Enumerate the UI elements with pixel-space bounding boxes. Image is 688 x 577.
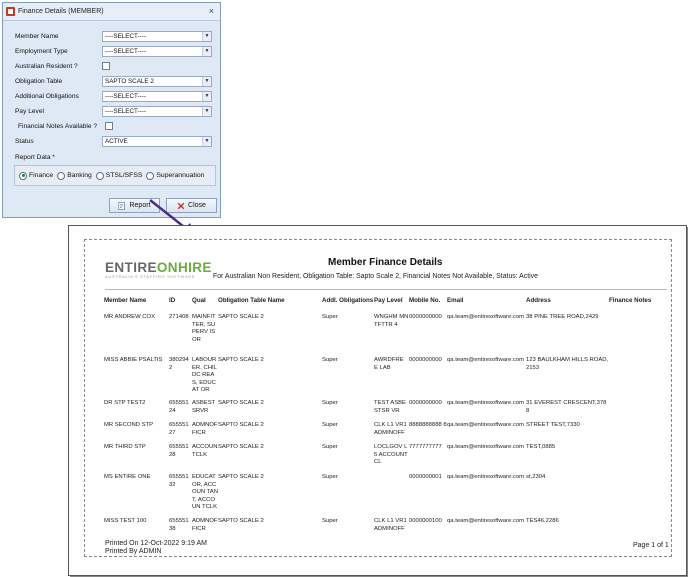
member-name-select[interactable] xyxy=(102,31,212,42)
additional-obligations-label: Additional Obligations xyxy=(15,93,79,100)
member-name-value: ----SELECT---- xyxy=(105,33,146,40)
logo-part2: ONHIRE xyxy=(156,260,212,275)
cell-obligation: SAPTO SCALE 2 xyxy=(218,474,264,480)
cell-address: 123 BAULKHAM HILLS ROAD,2153 xyxy=(526,357,609,371)
cell-notes xyxy=(609,313,662,356)
employment-type-select[interactable] xyxy=(102,46,212,57)
cell-address: st,2304 xyxy=(526,474,546,480)
col-qual: Qual xyxy=(192,297,206,304)
col-obligation-table-name: Obligation Table Name xyxy=(218,297,285,304)
cell-name: MISS ABBIE PSALTIS xyxy=(104,357,163,363)
chevron-down-icon[interactable]: ▼ xyxy=(202,77,211,86)
financial-notes-checkbox[interactable] xyxy=(105,122,113,130)
radio-finance-dot[interactable] xyxy=(19,172,27,180)
cell-email: qa.team@entiresoftware.com xyxy=(447,422,525,428)
obligation-table-value: SAPTO SCALE 2 xyxy=(105,78,154,85)
cell-pay-level: CLK L1 VR1 ADMINOFF xyxy=(374,422,407,436)
table-row xyxy=(104,399,662,421)
cell-name: MR ANDREW COX xyxy=(104,314,156,320)
cell-qual: ADMNOF FICR xyxy=(192,422,218,436)
cell-obligation: SAPTO SCALE 2 xyxy=(218,444,264,450)
cell-id: 380294 2 xyxy=(169,357,189,371)
cell-addl: Super xyxy=(322,314,338,320)
cell-qual: ASBEST SRVR xyxy=(192,400,216,414)
financial-notes-label: Financial Notes Available ? xyxy=(18,123,98,130)
cell-mobile: 0000000001 xyxy=(409,474,442,480)
col-member-name: Member Name xyxy=(104,297,147,304)
cell-mobile: 0000000000 xyxy=(409,400,442,406)
cell-pay-level: WNGHM MNTFTTR 4 xyxy=(374,314,409,328)
table-row xyxy=(104,473,662,517)
cell-address: STREET TEST,7330 xyxy=(526,422,580,428)
logo-wordmark xyxy=(105,260,212,275)
col-finance-notes: Finance Notes xyxy=(609,297,652,304)
cell-addl: Super xyxy=(322,357,338,363)
cell-id: 655551 27 xyxy=(169,422,189,436)
radio-stsl-sfss-dot[interactable] xyxy=(96,172,104,180)
cell-pay-level: TEST ASBESTSR VR xyxy=(374,400,406,414)
member-name-label: Member Name xyxy=(15,33,59,40)
employment-type-value: ----SELECT---- xyxy=(105,48,146,55)
cell-address: 38 PINE TREE ROAD,2429 xyxy=(526,314,599,320)
cell-notes xyxy=(609,517,662,543)
cell-name: MR THIRD STP xyxy=(104,444,146,450)
cell-address: TEST,0885 xyxy=(526,444,556,450)
additional-obligations-value: ----SELECT---- xyxy=(105,93,146,100)
cell-qual: EDUCAT OR, ACCOUN TANT, ACCOUN TCLK xyxy=(192,474,218,510)
status-value: ACTIVE xyxy=(105,138,128,145)
printed-by: Printed By ADMIN xyxy=(105,548,162,556)
report-subtitle: For Australian Non Resident, Obligation Table: Sapto Scale 2, Financial Notes Not Available, Status: Active xyxy=(213,273,538,280)
cell-email: qa.team@entiresoftware.com xyxy=(447,400,525,406)
radio-superannuation-label: Superannuation xyxy=(156,172,205,179)
cell-id: 655551 28 xyxy=(169,444,189,458)
col-id: ID xyxy=(169,297,176,304)
cell-mobile: 0000000000 xyxy=(409,357,442,363)
australian-resident-row xyxy=(3,61,222,73)
col-email: Email xyxy=(447,297,464,304)
cell-qual: LABOUR ER, CHILDC REAS, EDUCAT OR xyxy=(192,357,217,393)
cell-address: TES46,2286 xyxy=(526,518,559,524)
cell-addl: Super xyxy=(322,474,338,480)
cell-obligation: SAPTO SCALE 2 xyxy=(218,400,264,406)
status-label: Status xyxy=(15,138,34,145)
radio-finance-label: Finance xyxy=(29,172,54,179)
radio-banking-dot[interactable] xyxy=(57,172,65,180)
cell-notes xyxy=(609,443,662,473)
logo-part1: ENTIRE xyxy=(105,260,157,275)
pay-level-row xyxy=(3,106,222,118)
app-icon xyxy=(6,7,15,16)
cell-id: 655551 24 xyxy=(169,400,189,414)
pay-level-label: Pay Level xyxy=(15,108,44,115)
cell-notes xyxy=(609,473,662,517)
report-title: Member Finance Details xyxy=(328,257,443,268)
radio-stsl-sfss[interactable] xyxy=(96,172,143,180)
col-mobile-no: Mobile No. xyxy=(409,297,441,304)
cell-notes xyxy=(609,399,662,421)
table-row xyxy=(104,313,662,356)
chevron-down-icon[interactable]: ▼ xyxy=(202,137,211,146)
cell-name: DR STP TEST2 xyxy=(104,400,146,406)
chevron-down-icon[interactable]: ▼ xyxy=(202,107,211,116)
chevron-down-icon[interactable]: ▼ xyxy=(202,47,211,56)
cell-pay-level: AWRDFRE E LAB xyxy=(374,357,404,371)
logo-tagline: AUSTRALIA'S STAFFING SOFTWARE xyxy=(105,274,196,279)
chevron-down-icon[interactable]: ▼ xyxy=(202,32,211,41)
entireonhire-logo xyxy=(105,260,212,284)
status-row xyxy=(3,136,222,148)
cell-qual: ACCOUN TCLK xyxy=(192,444,218,458)
member-finance-table xyxy=(104,296,662,543)
chevron-down-icon[interactable]: ▼ xyxy=(202,92,211,101)
table-row xyxy=(104,421,662,443)
cell-mobile: 0000000100 xyxy=(409,518,442,524)
cell-email: qa.team@entiresoftware.com xyxy=(447,314,525,320)
pay-level-select[interactable] xyxy=(102,106,212,117)
cell-pay-level: CLK L1 VR1 ADMINOFF xyxy=(374,518,407,532)
cell-name: MISS TEST 100 xyxy=(104,518,147,524)
col-address: Address xyxy=(526,297,551,304)
cell-pay-level xyxy=(374,473,409,517)
radio-stsl-sfss-label: STSL/SFSS xyxy=(105,172,143,179)
australian-resident-checkbox[interactable] xyxy=(102,62,110,70)
header-divider xyxy=(105,289,667,290)
financial-notes-row xyxy=(3,121,222,133)
cell-name: MR SECOND STP xyxy=(104,422,154,428)
australian-resident-label: Australian Resident ? xyxy=(15,63,78,70)
cell-addl: Super xyxy=(322,444,338,450)
report-icon xyxy=(118,202,126,210)
cell-addl: Super xyxy=(322,422,338,428)
cell-name: MS ENTIRE ONE xyxy=(104,474,151,480)
obligation-table-label: Obligation Table xyxy=(15,78,63,85)
cell-email: qa.team@entiresoftware.com xyxy=(447,444,525,450)
dialog-titlebar xyxy=(3,3,220,21)
employment-type-label: Employment Type xyxy=(15,48,68,55)
col-pay-level: Pay Level xyxy=(374,297,403,304)
cell-qual: MAINFIT TER, SUPERV ISOR xyxy=(192,314,216,343)
employment-type-row xyxy=(3,46,222,58)
obligation-table-select[interactable] xyxy=(102,76,212,87)
printed-on: Printed On 12-Oct-2022 9:19 AM xyxy=(105,540,207,547)
cell-id: 271408 xyxy=(169,314,189,320)
pay-level-value: ----SELECT---- xyxy=(105,108,146,115)
cell-addl: Super xyxy=(322,400,338,406)
radio-superannuation[interactable] xyxy=(146,172,204,180)
cell-notes xyxy=(609,356,662,399)
close-button-label: Close xyxy=(188,202,206,209)
cell-qual: ADMNOF FICR xyxy=(192,518,218,532)
cell-id: 655551 32 xyxy=(169,474,189,488)
status-select[interactable] xyxy=(102,136,212,147)
obligation-table-row xyxy=(3,76,222,88)
table-body xyxy=(104,313,662,543)
additional-obligations-row xyxy=(3,91,222,103)
col-addl-obligations: Addl. Obligations xyxy=(322,297,374,304)
additional-obligations-select[interactable] xyxy=(102,91,212,102)
member-name-row xyxy=(3,31,222,43)
report-page-border xyxy=(84,239,672,557)
report-preview-page xyxy=(68,225,687,576)
cell-obligation: SAPTO SCALE 2 xyxy=(218,357,264,363)
radio-banking-label: Banking xyxy=(67,172,92,179)
cell-address: 31 EVEREST CRESCENT,3788 xyxy=(526,400,607,414)
cell-email: qa.team@entiresoftware.com xyxy=(447,474,525,480)
cell-email: qa.team@entiresoftware.com xyxy=(447,357,525,363)
printed-info xyxy=(105,540,207,557)
close-icon[interactable]: × xyxy=(208,6,214,16)
page-number: Page 1 of 1 xyxy=(633,542,669,549)
cell-notes xyxy=(609,421,662,443)
report-data-label: Report Data * xyxy=(15,154,55,161)
cell-email: qa.team@entiresoftware.com xyxy=(447,518,525,524)
cell-obligation: SAPTO SCALE 2 xyxy=(218,518,264,524)
report-data-radio-group xyxy=(14,165,216,186)
table-header-row xyxy=(104,296,662,313)
cell-mobile: 8888888888 8 xyxy=(409,422,447,428)
table-row xyxy=(104,356,662,399)
table-row xyxy=(104,443,662,473)
radio-banking[interactable] xyxy=(57,172,92,180)
radio-superannuation-dot[interactable] xyxy=(146,172,154,180)
report-button-label: Report xyxy=(129,202,151,209)
dialog-title: Finance Details (MEMBER) xyxy=(18,8,104,15)
cell-obligation: SAPTO SCALE 2 xyxy=(218,314,264,320)
cell-id: 655551 38 xyxy=(169,518,189,532)
cell-mobile: 0000000000 xyxy=(409,314,442,320)
cell-pay-level: LOCLGOV L5 ACCOUNT CL xyxy=(374,444,408,465)
cell-addl: Super xyxy=(322,518,338,524)
cell-mobile: 7777777777 xyxy=(409,444,442,450)
cell-obligation: SAPTO SCALE 2 xyxy=(218,422,264,428)
finance-details-dialog xyxy=(2,2,221,218)
radio-finance[interactable] xyxy=(19,172,53,180)
